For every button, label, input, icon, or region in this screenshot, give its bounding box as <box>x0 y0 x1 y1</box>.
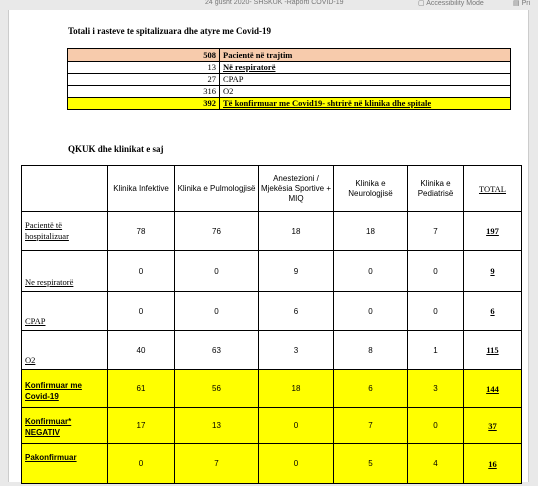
document-title: 24 gusht 2020- SHSKUK -Raporti COVID-19 <box>205 0 344 6</box>
summary-label: Të konfirmuar me Covid19- shtrirë në klinika dhe spitale <box>220 98 511 110</box>
row-label: O2 <box>22 331 108 370</box>
column-header: Klinika e Pediatrisë <box>408 166 464 212</box>
cell: 0 <box>259 444 334 484</box>
column-header-total: TOTAL <box>464 166 522 212</box>
summary-row <box>68 86 511 98</box>
clinics-heading: QKUK dhe klinikat e saj <box>68 144 164 154</box>
cell: 3 <box>408 370 464 408</box>
summary-table <box>67 48 511 110</box>
summary-heading: Totali i rasteve te spitalizuara dhe atyre me Covid-19 <box>68 26 271 36</box>
column-header: Klinika e Pulmologjisë <box>175 166 259 212</box>
summary-value: 508 <box>68 49 220 62</box>
cell: 0 <box>334 292 408 331</box>
cell: 13 <box>175 408 259 444</box>
cell: 9 <box>259 251 334 292</box>
total-cell: 16 <box>464 444 522 484</box>
total-cell: 37 <box>464 408 522 444</box>
row-label: CPAP <box>22 292 108 331</box>
table-row <box>22 251 522 292</box>
row-label: Pakonfirmuar <box>22 444 108 484</box>
cell: 6 <box>259 292 334 331</box>
cell: 78 <box>108 212 175 251</box>
cell: 18 <box>259 370 334 408</box>
cell: 8 <box>334 331 408 370</box>
cell: 0 <box>108 444 175 484</box>
header-corner <box>22 166 108 212</box>
cell: 61 <box>108 370 175 408</box>
summary-value: 392 <box>68 98 220 110</box>
summary-label: Në respiratorë <box>220 62 511 74</box>
total-cell: 144 <box>464 370 522 408</box>
summary-label: CPAP <box>220 74 511 86</box>
cell: 17 <box>108 408 175 444</box>
cell: 63 <box>175 331 259 370</box>
cell: 40 <box>108 331 175 370</box>
cell: 0 <box>175 292 259 331</box>
summary-row <box>68 98 511 110</box>
total-cell: 9 <box>464 251 522 292</box>
viewer-toolbar <box>0 0 538 9</box>
summary-row <box>68 49 511 62</box>
clinics-table <box>21 165 522 484</box>
row-label: Pacientë të hospitalizuar <box>22 212 108 251</box>
summary-row <box>68 74 511 86</box>
cell: 6 <box>334 370 408 408</box>
document-page <box>8 10 529 482</box>
table-row <box>22 331 522 370</box>
cell: 5 <box>334 444 408 484</box>
cell: 0 <box>175 251 259 292</box>
accessibility-mode-label: Accessibility Mode <box>426 0 484 7</box>
summary-value: 13 <box>68 62 220 74</box>
summary-row <box>68 62 511 74</box>
row-label: Ne respiratorë <box>22 251 108 292</box>
total-cell: 115 <box>464 331 522 370</box>
cell: 7 <box>334 408 408 444</box>
column-header: Klinika e Neurologjisë <box>334 166 408 212</box>
summary-label: O2 <box>220 86 511 98</box>
row-label: Konfirmuar me Covid-19 <box>22 370 108 408</box>
table-row <box>22 370 522 408</box>
print-label: Pri <box>521 0 531 7</box>
table-row <box>22 212 522 251</box>
cell: 76 <box>175 212 259 251</box>
cell: 0 <box>408 251 464 292</box>
cell: 0 <box>408 408 464 444</box>
accessibility-mode-button[interactable] <box>418 0 484 7</box>
print-icon: ▤ <box>513 0 520 7</box>
total-cell: 6 <box>464 292 522 331</box>
cell: 0 <box>108 251 175 292</box>
cell: 0 <box>334 251 408 292</box>
cell: 7 <box>175 444 259 484</box>
cell: 7 <box>408 212 464 251</box>
cell: 0 <box>259 408 334 444</box>
column-header: Anestezioni / Mjekësia Sportive + MIQ <box>259 166 334 212</box>
cell: 1 <box>408 331 464 370</box>
summary-value: 316 <box>68 86 220 98</box>
cell: 56 <box>175 370 259 408</box>
column-header: Klinika Infektive <box>108 166 175 212</box>
cell: 4 <box>408 444 464 484</box>
table-row <box>22 292 522 331</box>
print-button[interactable] <box>513 0 530 7</box>
total-cell: 197 <box>464 212 522 251</box>
summary-label: Pacientë në trajtim <box>220 49 511 62</box>
cell: 3 <box>259 331 334 370</box>
cell: 0 <box>408 292 464 331</box>
header-row <box>22 166 522 212</box>
cell: 18 <box>334 212 408 251</box>
row-label: Konfirmuar* NEGATIV <box>22 408 108 444</box>
accessibility-icon: ▢ <box>418 0 425 7</box>
table-row <box>22 444 522 484</box>
table-row <box>22 408 522 444</box>
cell: 18 <box>259 212 334 251</box>
cell: 0 <box>108 292 175 331</box>
summary-value: 27 <box>68 74 220 86</box>
